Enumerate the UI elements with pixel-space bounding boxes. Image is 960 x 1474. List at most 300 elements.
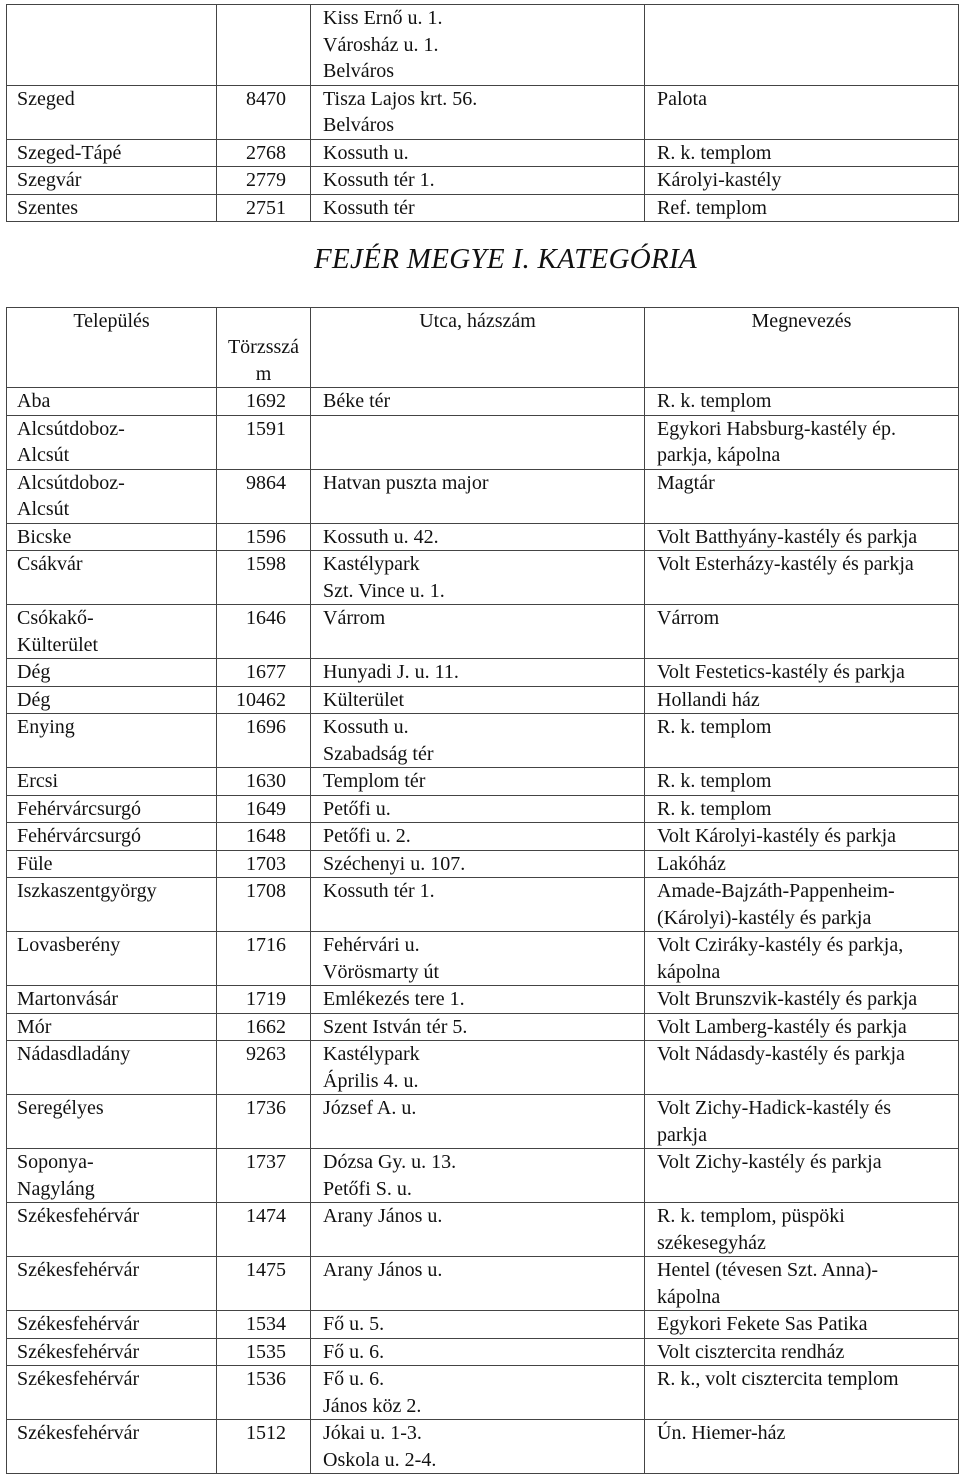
code-cell <box>217 795 311 823</box>
settlement-line: Iszkaszentgyörgy <box>17 880 157 902</box>
code-cell <box>217 823 311 851</box>
street-cell <box>311 714 645 768</box>
street-line: Oskola u. 2-4. <box>323 1448 437 1471</box>
description-line: Volt Brunszvik-kastély és parkja <box>657 988 918 1010</box>
table-row <box>7 1095 959 1149</box>
street-line: Kossuth tér <box>323 196 415 219</box>
table-row <box>7 1420 959 1474</box>
street-line: Kossuth u. 42. <box>323 525 439 548</box>
description-cell <box>645 686 959 714</box>
description-cell <box>645 5 959 86</box>
street-line: Április 4. u. <box>323 1069 419 1092</box>
description-line: Volt Batthyány-kastély és parkja <box>657 525 918 548</box>
code-text: 1649 <box>246 797 286 820</box>
code-cell <box>217 659 311 687</box>
table-row <box>7 551 959 605</box>
street-line: Kossuth u. <box>323 141 409 164</box>
description-line: Volt Esterházy-kastély és parkja <box>657 553 914 575</box>
street-line: Fő u. 6. <box>323 1340 385 1363</box>
street-cell <box>311 167 645 195</box>
description-line: (Károlyi)-kastély és parkja <box>657 906 872 929</box>
description-line: Volt Cziráky-kastély és parkja, <box>657 934 904 956</box>
description-line: Egykori Habsburg-kastély ép. <box>657 417 897 440</box>
settlement-line: Bicske <box>17 525 72 548</box>
settlement-line: Alcsút <box>17 444 70 466</box>
street-cell <box>311 523 645 551</box>
street-line: Hunyadi J. u. 11. <box>323 661 459 683</box>
description-cell <box>645 768 959 796</box>
settlement-line: Szentes <box>17 196 79 219</box>
settlement-line: Külterület <box>17 633 99 656</box>
table-row <box>7 605 959 659</box>
description-cell <box>645 551 959 605</box>
settlement-line: Füle <box>17 852 53 875</box>
settlement-cell <box>7 1041 217 1095</box>
settlement-cell <box>7 1311 217 1339</box>
settlement-line: Fehérvárcsurgó <box>17 825 142 847</box>
street-line: Szt. Vince u. 1. <box>323 579 445 602</box>
settlement-cell <box>7 795 217 823</box>
street-cell <box>311 659 645 687</box>
table-row <box>7 932 959 986</box>
settlement-cell <box>7 1420 217 1474</box>
header-row <box>7 308 959 388</box>
code-cell <box>217 85 311 139</box>
street-line: Hatvan puszta major <box>323 471 489 494</box>
settlement-line: Székesfehérvár <box>17 1313 140 1335</box>
description-cell <box>645 795 959 823</box>
code-cell <box>217 1013 311 1041</box>
description-cell <box>645 167 959 195</box>
street-line: Széchenyi u. 107. <box>323 852 466 875</box>
table-row <box>7 714 959 768</box>
settlement-cell <box>7 139 217 167</box>
street-cell <box>311 1013 645 1041</box>
table-row <box>7 768 959 796</box>
main-table <box>6 307 959 1474</box>
description-cell <box>645 1149 959 1203</box>
description-line: R. k. templom <box>657 141 772 164</box>
code-text: 1512 <box>246 1422 286 1444</box>
settlement-cell <box>7 932 217 986</box>
street-cell <box>311 932 645 986</box>
table-row <box>7 686 959 714</box>
code-text: 1703 <box>246 852 286 875</box>
code-text: 1737 <box>246 1151 286 1173</box>
code-text: 2751 <box>246 196 286 219</box>
description-cell <box>645 1420 959 1474</box>
table-row <box>7 469 959 523</box>
street-line: Arany János u. <box>323 1259 443 1281</box>
settlement-line: Szeged <box>17 87 75 110</box>
settlement-line: Székesfehérvár <box>17 1340 140 1363</box>
settlement-line <box>17 5 216 32</box>
settlement-cell <box>7 167 217 195</box>
code-text: 1475 <box>246 1259 286 1281</box>
settlement-line: Székesfehérvár <box>17 1422 140 1444</box>
street-line: Fő u. 5. <box>323 1313 385 1335</box>
settlement-line: Lovasberény <box>17 934 121 956</box>
settlement-line: Szegvár <box>17 169 82 191</box>
street-line: Petőfi S. u. <box>323 1177 412 1200</box>
description-line: Várrom <box>657 607 720 629</box>
settlement-line: Alcsút <box>17 498 70 520</box>
street-cell <box>311 795 645 823</box>
settlement-cell <box>7 469 217 523</box>
description-line: Hentel (tévesen Szt. Anna)- <box>657 1259 879 1281</box>
description-line: Volt Zichy-kastély és parkja <box>657 1151 882 1173</box>
street-line: Templom tér <box>323 770 426 792</box>
description-line: Ún. Hiemer-ház <box>657 1422 786 1444</box>
description-line <box>657 5 958 32</box>
code-cell <box>217 605 311 659</box>
description-cell <box>645 878 959 932</box>
settlement-line: Csákvár <box>17 553 83 575</box>
description-line: R. k. templom, püspöki <box>657 1205 845 1227</box>
settlement-cell <box>7 714 217 768</box>
street-line: János köz 2. <box>323 1394 422 1417</box>
settlement-cell <box>7 5 217 86</box>
settlement-line: Mór <box>17 1015 52 1038</box>
description-cell <box>645 139 959 167</box>
description-line: Volt Lamberg-kastély és parkja <box>657 1015 907 1038</box>
street-line: Petőfi u. 2. <box>323 825 411 847</box>
code-cell <box>217 1149 311 1203</box>
table-row <box>7 1338 959 1366</box>
settlement-cell <box>7 551 217 605</box>
settlement-cell <box>7 388 217 416</box>
code-text: 1677 <box>246 661 286 683</box>
table-row <box>7 85 959 139</box>
settlement-line: Székesfehérvár <box>17 1259 140 1281</box>
description-line: Volt Zichy-Hadick-kastély és <box>657 1097 892 1119</box>
header-code <box>217 308 311 388</box>
code-cell <box>217 551 311 605</box>
settlement-line: Enying <box>17 716 75 738</box>
table-row <box>7 659 959 687</box>
settlement-cell <box>7 986 217 1014</box>
street-line: Kastélypark <box>323 1043 420 1065</box>
description-line: Lakóház <box>657 852 726 875</box>
description-line: R. k. templom <box>657 716 772 738</box>
street-line: Fő u. 6. <box>323 1368 385 1390</box>
code-text: 1536 <box>246 1368 286 1390</box>
code-cell <box>217 686 311 714</box>
description-cell <box>645 1013 959 1041</box>
code-cell <box>217 1311 311 1339</box>
code-text: 1630 <box>246 770 286 792</box>
code-text: 1716 <box>246 934 286 956</box>
description-cell <box>645 1338 959 1366</box>
settlement-line: Soponya- <box>17 1151 94 1173</box>
street-line: Tisza Lajos krt. 56. <box>323 87 478 110</box>
code-cell <box>217 878 311 932</box>
table-row <box>7 139 959 167</box>
table-row <box>7 523 959 551</box>
code-cell <box>217 768 311 796</box>
code-cell <box>217 1366 311 1420</box>
street-cell <box>311 1338 645 1366</box>
street-cell <box>311 686 645 714</box>
code-cell <box>217 1420 311 1474</box>
code-text: 1736 <box>246 1097 286 1119</box>
settlement-cell <box>7 415 217 469</box>
table-row <box>7 167 959 195</box>
description-line: Magtár <box>657 471 715 494</box>
street-cell <box>311 139 645 167</box>
description-cell <box>645 1366 959 1420</box>
settlement-line: Aba <box>17 390 51 412</box>
description-line: Károlyi-kastély <box>657 169 782 191</box>
street-line: Kossuth tér 1. <box>323 169 435 191</box>
description-cell <box>645 1041 959 1095</box>
street-cell <box>311 986 645 1014</box>
table-row <box>7 850 959 878</box>
settlement-cell <box>7 1095 217 1149</box>
street-cell <box>311 823 645 851</box>
street-cell <box>311 388 645 416</box>
settlement-cell <box>7 1366 217 1420</box>
description-cell <box>645 605 959 659</box>
street-line: Fehérvári u. <box>323 934 420 956</box>
table-row <box>7 986 959 1014</box>
street-cell <box>311 415 645 469</box>
description-cell <box>645 469 959 523</box>
street-cell <box>311 1257 645 1311</box>
settlement-cell <box>7 659 217 687</box>
street-cell <box>311 194 645 222</box>
code-cell <box>217 1203 311 1257</box>
description-cell <box>645 823 959 851</box>
table-row <box>7 388 959 416</box>
description-line: parkja <box>657 1123 707 1146</box>
settlement-cell <box>7 605 217 659</box>
code-text: 1646 <box>246 607 286 629</box>
code-cell <box>217 388 311 416</box>
table-row <box>7 1149 959 1203</box>
header-street: Utca, házszám <box>311 308 645 388</box>
table-row <box>7 415 959 469</box>
top-table-body <box>7 5 959 222</box>
street-cell <box>311 469 645 523</box>
description-cell <box>645 523 959 551</box>
code-cell <box>217 1041 311 1095</box>
description-line: Volt Nádasdy-kastély és parkja <box>657 1043 905 1065</box>
code-text: 9263 <box>246 1043 286 1065</box>
header-code-line: m <box>255 362 272 385</box>
code-cell <box>217 139 311 167</box>
settlement-cell <box>7 1013 217 1041</box>
top-table <box>6 4 959 222</box>
street-line: Belváros <box>323 114 395 136</box>
code-cell <box>217 1338 311 1366</box>
code-cell <box>217 986 311 1014</box>
settlement-cell <box>7 1149 217 1203</box>
table-row <box>7 878 959 932</box>
street-cell <box>311 768 645 796</box>
description-cell <box>645 1095 959 1149</box>
settlement-line: Alcsútdoboz- <box>17 417 125 440</box>
table-row <box>7 1311 959 1339</box>
code-cell <box>217 523 311 551</box>
description-line: kápolna <box>657 960 721 983</box>
street-line: Dózsa Gy. u. 13. <box>323 1151 457 1173</box>
description-line: kápolna <box>657 1285 721 1308</box>
description-cell <box>645 850 959 878</box>
settlement-line: Szeged-Tápé <box>17 141 122 164</box>
code-text: 1598 <box>246 553 286 575</box>
street-line <box>323 416 644 443</box>
settlement-line: Nádasdladány <box>17 1043 131 1065</box>
street-line: Emlékezés tere 1. <box>323 988 465 1010</box>
settlement-line: Dég <box>17 688 51 711</box>
street-line: Vörösmarty út <box>323 960 440 983</box>
settlement-line: Csókakő- <box>17 607 94 629</box>
street-cell <box>311 1420 645 1474</box>
table-row <box>7 5 959 86</box>
description-cell <box>645 85 959 139</box>
street-cell <box>311 85 645 139</box>
header-settlement: Település <box>7 308 217 388</box>
street-line: Várrom <box>323 607 386 629</box>
settlement-cell <box>7 194 217 222</box>
code-cell <box>217 469 311 523</box>
code-cell <box>217 5 311 86</box>
settlement-line: Martonvásár <box>17 988 119 1010</box>
street-line: Külterület <box>323 688 405 711</box>
description-cell <box>645 714 959 768</box>
table-row <box>7 823 959 851</box>
code-text: 1648 <box>246 825 286 847</box>
street-line: Arany János u. <box>323 1205 443 1227</box>
header-code-line: Törzsszá <box>227 336 300 358</box>
settlement-cell <box>7 1203 217 1257</box>
settlement-line: Ercsi <box>17 770 59 792</box>
street-cell <box>311 1095 645 1149</box>
street-line: Petőfi u. <box>323 797 391 820</box>
code-cell <box>217 1095 311 1149</box>
code-text: 1596 <box>246 525 286 548</box>
description-line: Volt Károlyi-kastély és parkja <box>657 825 897 847</box>
main-table-body <box>7 388 959 1474</box>
header-desc: Megnevezés <box>645 308 959 388</box>
description-line: Hollandi ház <box>657 688 760 711</box>
code-text: 2779 <box>246 169 286 191</box>
settlement-line: Alcsútdoboz- <box>17 471 125 494</box>
settlement-line: Dég <box>17 661 51 683</box>
table-row <box>7 1041 959 1095</box>
description-cell <box>645 986 959 1014</box>
street-line: József A. u. <box>323 1097 417 1119</box>
description-line: Palota <box>657 87 707 110</box>
settlement-cell <box>7 850 217 878</box>
settlement-cell <box>7 768 217 796</box>
street-line: Kiss Ernő u. 1. <box>323 7 443 29</box>
code-text: 1696 <box>246 716 286 738</box>
code-cell <box>217 1257 311 1311</box>
code-cell <box>217 167 311 195</box>
description-line: R. k. templom <box>657 390 772 412</box>
code-text: 2768 <box>246 141 286 164</box>
street-cell <box>311 1311 645 1339</box>
settlement-line: Seregélyes <box>17 1097 104 1119</box>
settlement-line: Székesfehérvár <box>17 1205 140 1227</box>
street-cell <box>311 1149 645 1203</box>
table-row <box>7 1366 959 1420</box>
code-text: 1662 <box>246 1015 286 1038</box>
settlement-cell <box>7 523 217 551</box>
description-line: Amade-Bajzáth-Pappenheim- <box>657 880 895 902</box>
street-line: Belváros <box>323 60 395 82</box>
description-cell <box>645 388 959 416</box>
description-cell <box>645 1203 959 1257</box>
code-text: 8470 <box>246 87 286 110</box>
street-cell <box>311 1366 645 1420</box>
street-cell <box>311 551 645 605</box>
code-cell <box>217 415 311 469</box>
street-cell <box>311 5 645 86</box>
settlement-cell <box>7 1257 217 1311</box>
table-row <box>7 795 959 823</box>
description-cell <box>645 194 959 222</box>
street-line: Kastélypark <box>323 553 420 575</box>
street-cell <box>311 878 645 932</box>
street-cell <box>311 1203 645 1257</box>
street-cell <box>311 850 645 878</box>
settlement-cell <box>7 878 217 932</box>
code-cell <box>217 714 311 768</box>
code-text: 1708 <box>246 880 286 902</box>
table-row <box>7 1013 959 1041</box>
table-row <box>7 194 959 222</box>
street-line: Szent István tér 5. <box>323 1015 468 1038</box>
settlement-cell <box>7 1338 217 1366</box>
code-cell <box>217 932 311 986</box>
code-cell <box>217 194 311 222</box>
description-line: Volt cisztercita rendház <box>657 1340 845 1363</box>
code-cell <box>217 850 311 878</box>
description-line: R. k. templom <box>657 770 772 792</box>
settlement-line: Fehérvárcsurgó <box>17 797 142 820</box>
street-line: Béke tér <box>323 390 391 412</box>
description-cell <box>645 1257 959 1311</box>
section-title: FEJÉR MEGYE I. KATEGÓRIA <box>314 243 698 275</box>
description-line: R. k. templom <box>657 797 772 820</box>
description-line: székesegyház <box>657 1231 766 1254</box>
description-line: R. k., volt cisztercita templom <box>657 1368 899 1390</box>
code-text: 1719 <box>246 988 286 1010</box>
table-row <box>7 1257 959 1311</box>
description-line: Volt Festetics-kastély és parkja <box>657 661 905 683</box>
code-text: 1535 <box>246 1340 286 1363</box>
description-cell <box>645 659 959 687</box>
code-text: 1692 <box>246 390 286 412</box>
street-line: Kossuth u. <box>323 716 409 738</box>
table-row <box>7 1203 959 1257</box>
street-line: Jókai u. 1-3. <box>323 1422 422 1444</box>
description-cell <box>645 932 959 986</box>
code-text: 1534 <box>246 1313 286 1335</box>
settlement-cell <box>7 686 217 714</box>
street-cell <box>311 605 645 659</box>
street-line: Szabadság tér <box>323 742 434 765</box>
street-cell <box>311 1041 645 1095</box>
settlement-line: Nagyláng <box>17 1177 95 1200</box>
street-line: Kossuth tér 1. <box>323 880 435 902</box>
description-line: Egykori Fekete Sas Patika <box>657 1313 868 1335</box>
settlement-cell <box>7 823 217 851</box>
street-line: Városház u. 1. <box>323 33 439 56</box>
